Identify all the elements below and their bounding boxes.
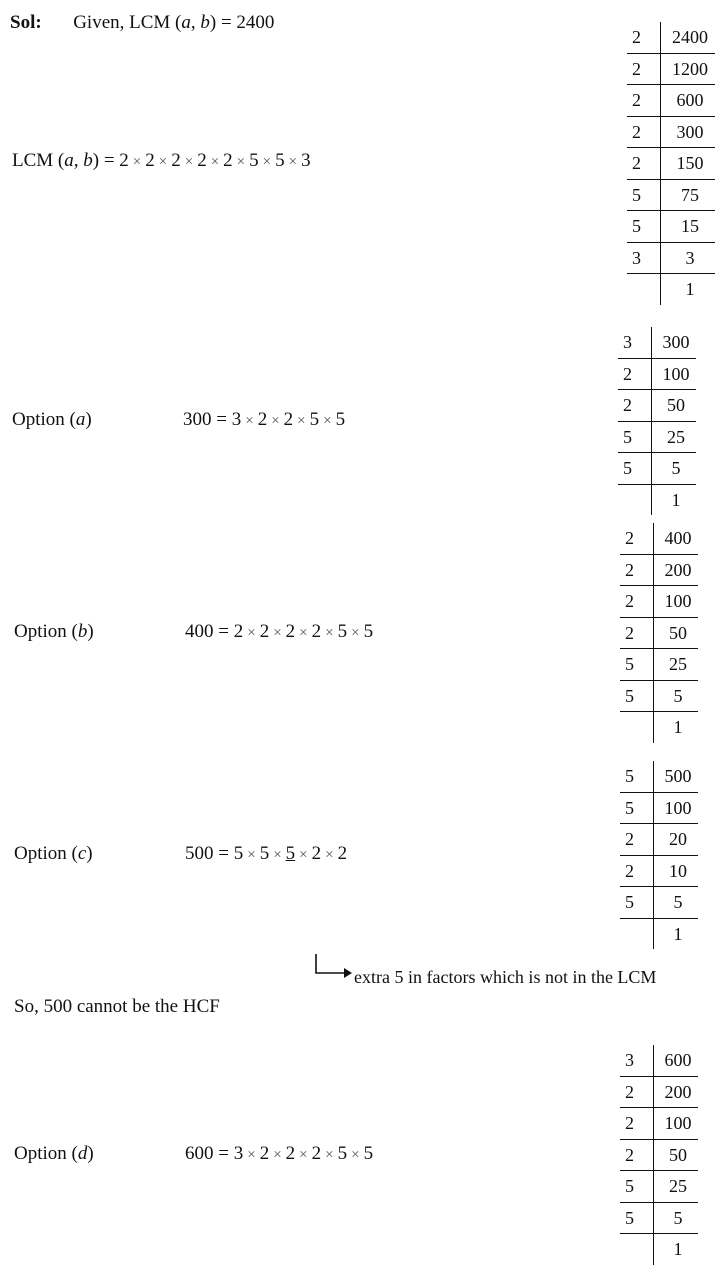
quotient: 5	[654, 1202, 699, 1234]
sol-label: Sol:	[10, 12, 42, 33]
divisor: 2	[620, 554, 654, 586]
quotient: 1200	[661, 53, 716, 85]
divisor: 5	[620, 761, 654, 792]
factor: 2	[285, 621, 296, 642]
factor: 2	[259, 1143, 270, 1164]
factor: 2	[285, 1143, 296, 1164]
times-symbol: ×	[273, 847, 282, 863]
quotient: 100	[654, 586, 699, 618]
var-a: a	[64, 150, 74, 171]
option-number: 500	[185, 843, 214, 864]
factor: 5	[309, 409, 320, 430]
quotient: 1	[685, 279, 695, 300]
divisor	[620, 712, 654, 743]
times-symbol: ×	[323, 413, 332, 429]
quotient: 5	[654, 680, 699, 712]
option-prefix: Option (	[14, 1143, 78, 1164]
quotient: 300	[652, 327, 697, 358]
quotient: 400	[654, 523, 699, 554]
factor: 3	[231, 409, 242, 430]
division-row	[627, 211, 715, 243]
factor: 5	[337, 621, 348, 642]
times-symbol: ×	[247, 625, 256, 641]
factor: 2	[259, 621, 270, 642]
division-row	[620, 680, 698, 712]
var-b: b	[200, 12, 210, 33]
quotient: 300	[661, 116, 716, 148]
divisor: 2	[620, 586, 654, 618]
division-row	[620, 887, 698, 919]
option-suffix: )	[85, 409, 92, 430]
extra-factor-note: extra 5 in factors which is not in the LCM	[354, 967, 657, 987]
quotient: 600	[654, 1045, 699, 1076]
option-number: 400	[185, 621, 214, 642]
option-a-division-table	[618, 327, 696, 515]
quotient: 1	[671, 489, 681, 510]
times-symbol: ×	[299, 847, 308, 863]
times-symbol: ×	[247, 1147, 256, 1163]
times-symbol: ×	[236, 154, 246, 170]
factor: 2	[311, 1143, 322, 1164]
quotient: 600	[661, 85, 716, 117]
factor: 2	[337, 843, 348, 864]
factor: 3	[301, 150, 311, 171]
quotient: 2400	[661, 22, 716, 53]
times-symbol: ×	[273, 625, 282, 641]
times-symbol: ×	[325, 847, 334, 863]
divisor: 5	[627, 179, 661, 211]
times-symbol: ×	[325, 1147, 334, 1163]
times-symbol: ×	[299, 625, 308, 641]
quotient: 15	[661, 211, 716, 243]
equals: =	[213, 843, 234, 864]
factor: 5	[363, 621, 374, 642]
equals: =	[211, 409, 232, 430]
quotient: 25	[652, 421, 697, 453]
divisor	[627, 274, 661, 305]
division-row	[627, 274, 715, 305]
option-suffix: )	[87, 621, 94, 642]
times-symbol: ×	[351, 625, 360, 641]
factor-list	[234, 1143, 373, 1164]
option-d-factorization	[185, 1143, 373, 1166]
divisor: 3	[627, 242, 661, 274]
quotient: 5	[654, 887, 699, 919]
division-row	[618, 358, 696, 390]
times-symbol: ×	[245, 413, 254, 429]
option-suffix: )	[87, 1143, 94, 1164]
option-letter: a	[75, 409, 86, 430]
quotient: 10	[654, 855, 699, 887]
division-row	[620, 523, 698, 554]
divisor: 2	[620, 1139, 654, 1171]
factor: 2	[311, 621, 322, 642]
division-row	[618, 484, 696, 515]
division-row	[627, 116, 715, 148]
divisor: 2	[627, 22, 661, 53]
option-prefix: Option (	[14, 843, 78, 864]
given-tail: ) = 2400	[209, 12, 275, 33]
divisor	[620, 918, 654, 949]
times-symbol: ×	[132, 154, 142, 170]
divisor: 5	[620, 1202, 654, 1234]
divisor: 5	[620, 792, 654, 824]
factor: 5	[249, 150, 259, 171]
factor: 5	[233, 843, 244, 864]
divisor: 2	[627, 53, 661, 85]
equals: =	[213, 1143, 234, 1164]
division-row	[620, 1171, 698, 1203]
quotient: 200	[654, 554, 699, 586]
solution-header	[10, 12, 274, 34]
divisor: 2	[620, 1076, 654, 1108]
division-row	[620, 1076, 698, 1108]
divisor: 5	[620, 1171, 654, 1203]
division-row	[620, 1139, 698, 1171]
lcm-prefix: LCM (	[12, 150, 65, 171]
divisor: 5	[618, 453, 652, 485]
division-row	[620, 712, 698, 743]
option-suffix: )	[86, 843, 93, 864]
option-d-division-table	[620, 1045, 698, 1265]
times-symbol: ×	[271, 413, 280, 429]
divisor: 2	[620, 523, 654, 554]
times-symbol: ×	[325, 625, 334, 641]
quotient: 100	[654, 1108, 699, 1140]
factor-list	[119, 150, 310, 171]
var-b: b	[83, 150, 93, 171]
times-symbol: ×	[158, 154, 168, 170]
factor: 2	[171, 150, 181, 171]
division-row	[618, 327, 696, 358]
factor: 2	[145, 150, 155, 171]
quotient: 500	[654, 761, 699, 792]
quotient: 50	[654, 617, 699, 649]
quotient: 3	[661, 242, 716, 274]
factor: 3	[233, 1143, 244, 1164]
divisor: 5	[618, 421, 652, 453]
option-c-label	[14, 843, 93, 865]
factor: 2	[119, 150, 129, 171]
quotient: 1	[673, 717, 683, 738]
divisor: 2	[627, 148, 661, 180]
lcm-division-table	[627, 22, 715, 305]
quotient: 1	[673, 923, 683, 944]
times-symbol: ×	[351, 1147, 360, 1163]
factor: 2	[233, 621, 244, 642]
divisor: 3	[618, 327, 652, 358]
quotient: 75	[661, 179, 716, 211]
times-symbol: ×	[297, 413, 306, 429]
times-symbol: ×	[247, 847, 256, 863]
division-row	[618, 453, 696, 485]
option-c-conclusion: So, 500 cannot be the HCF	[14, 996, 220, 1017]
division-row	[620, 617, 698, 649]
division-row	[627, 179, 715, 211]
bent-arrow-icon	[314, 954, 354, 980]
divisor: 2	[627, 116, 661, 148]
times-symbol: ×	[288, 154, 298, 170]
division-row	[618, 421, 696, 453]
quotient: 20	[654, 824, 699, 856]
division-row	[620, 1234, 698, 1265]
quotient: 100	[652, 358, 697, 390]
divisor: 5	[620, 680, 654, 712]
division-row	[620, 1202, 698, 1234]
factor-list	[232, 409, 345, 430]
factor: 5	[335, 409, 346, 430]
division-row	[620, 824, 698, 856]
quotient: 25	[654, 649, 699, 681]
option-letter: b	[77, 621, 88, 642]
division-row	[620, 554, 698, 586]
option-letter: d	[77, 1143, 88, 1164]
quotient: 50	[652, 390, 697, 422]
division-row	[620, 1108, 698, 1140]
divisor	[618, 484, 652, 515]
times-symbol: ×	[299, 1147, 308, 1163]
divisor: 2	[618, 390, 652, 422]
divisor: 2	[618, 358, 652, 390]
option-d-label	[14, 1143, 94, 1165]
division-row	[620, 649, 698, 681]
quotient: 1	[673, 1239, 683, 1260]
option-prefix: Option (	[14, 621, 78, 642]
factor: 2	[283, 409, 294, 430]
division-row	[620, 855, 698, 887]
quotient: 200	[654, 1076, 699, 1108]
divisor: 3	[620, 1045, 654, 1076]
comma: ,	[73, 150, 84, 171]
option-number: 300	[183, 409, 212, 430]
equals: ) =	[92, 150, 120, 171]
option-number: 600	[185, 1143, 214, 1164]
division-row	[620, 918, 698, 949]
factor: 5	[285, 843, 296, 864]
divisor	[620, 1234, 654, 1265]
divisor: 5	[627, 211, 661, 243]
divisor: 2	[627, 85, 661, 117]
division-row	[627, 85, 715, 117]
option-a-label	[12, 409, 92, 431]
division-row	[620, 586, 698, 618]
factor: 2	[311, 843, 322, 864]
divisor: 5	[620, 887, 654, 919]
option-letter: c	[77, 843, 87, 864]
division-row	[627, 242, 715, 274]
division-row	[627, 148, 715, 180]
factor: 2	[197, 150, 207, 171]
divisor: 2	[620, 617, 654, 649]
comma: ,	[190, 12, 201, 33]
divisor: 2	[620, 855, 654, 887]
times-symbol: ×	[273, 1147, 282, 1163]
times-symbol: ×	[262, 154, 272, 170]
option-b-division-table	[620, 523, 698, 743]
quotient: 25	[654, 1171, 699, 1203]
factor: 5	[337, 1143, 348, 1164]
factor-list	[234, 843, 347, 864]
option-a-factorization	[183, 409, 345, 432]
option-b-label	[14, 621, 94, 643]
divisor: 5	[620, 649, 654, 681]
division-row	[620, 761, 698, 792]
quotient: 100	[654, 792, 699, 824]
division-row	[620, 1045, 698, 1076]
option-b-factorization	[185, 621, 373, 644]
quotient: 150	[661, 148, 716, 180]
option-prefix: Option (	[12, 409, 76, 430]
var-a: a	[181, 12, 191, 33]
times-symbol: ×	[210, 154, 220, 170]
factor: 5	[363, 1143, 374, 1164]
factor: 5	[259, 843, 270, 864]
lcm-factorization	[12, 150, 311, 173]
factor: 2	[257, 409, 268, 430]
factor-list	[234, 621, 373, 642]
quotient: 5	[652, 453, 697, 485]
divisor: 2	[620, 824, 654, 856]
division-row	[627, 53, 715, 85]
option-c-division-table	[620, 761, 698, 949]
quotient: 50	[654, 1139, 699, 1171]
factor: 5	[275, 150, 285, 171]
division-row	[627, 22, 715, 53]
option-c-factorization	[185, 843, 347, 866]
divisor: 2	[620, 1108, 654, 1140]
division-row	[620, 792, 698, 824]
division-row	[618, 390, 696, 422]
times-symbol: ×	[184, 154, 194, 170]
given-text: Given, LCM (	[73, 12, 182, 33]
factor: 2	[223, 150, 233, 171]
equals: =	[213, 621, 234, 642]
